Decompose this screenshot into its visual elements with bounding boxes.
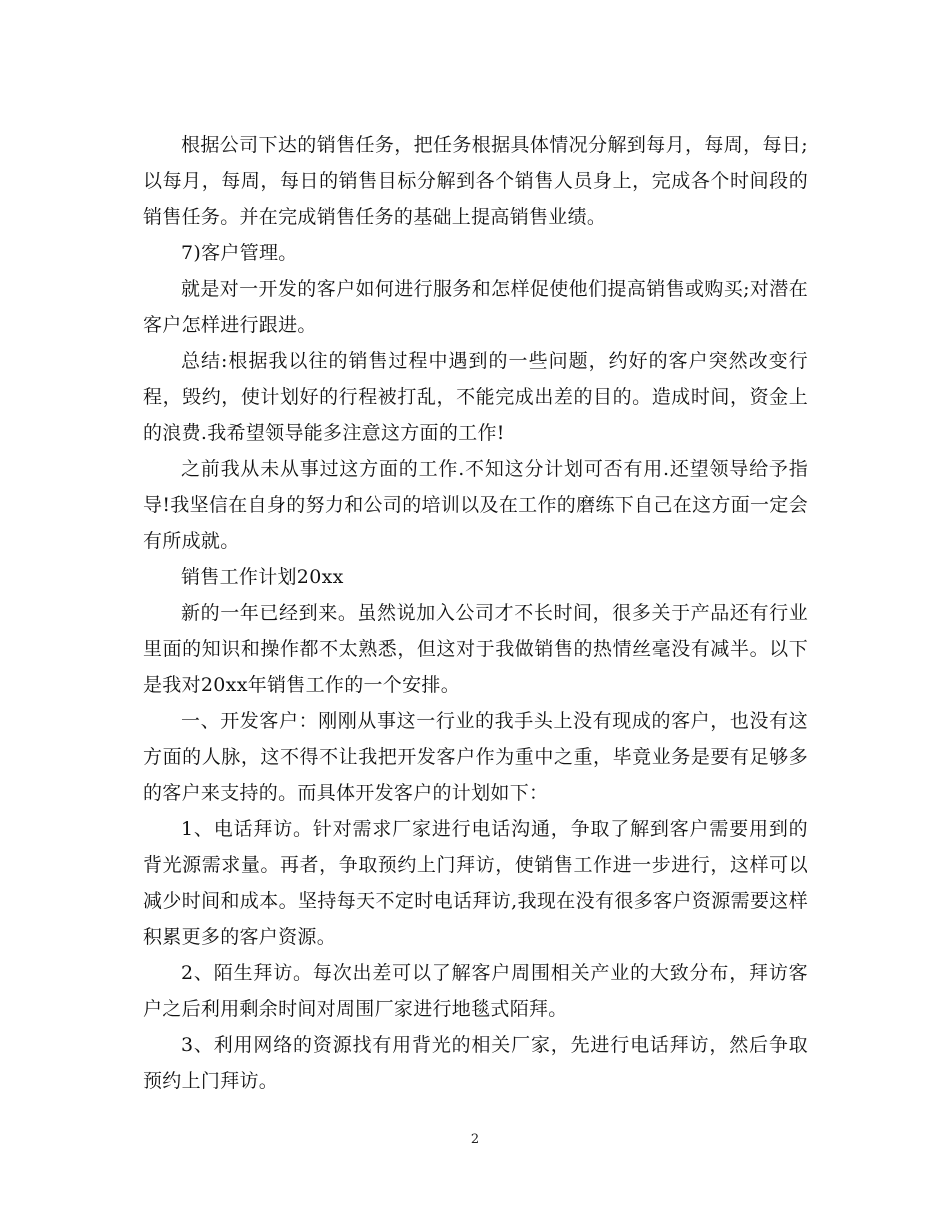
paragraph-summary: 总结:根据我以往的销售过程中遇到的一些问题，约好的客户突然改变行程，毁约，使计划好的行程被打乱，不能完成出差的目的。造成时间，资金上的浪费.我希望领导能多注意这方面的工作! <box>143 350 808 444</box>
paragraph-customer-management-heading: 7)客户管理。 <box>181 242 298 264</box>
paragraph-network-resources: 3、利用网络的资源找有用背光的相关厂家，先进行电话拜访，然后争取预约上门拜访。 <box>143 1034 808 1092</box>
section-title-sales-plan: 销售工作计划20xx <box>181 566 344 588</box>
paragraph-cold-visits: 2、陌生拜访。每次出差可以了解客户周围相关产业的大致分布，拜访客户之后利用剩余时间对周围厂家进行地毯式陌拜。 <box>143 962 808 1020</box>
paragraph-develop-customers: 一、开发客户：刚刚从事这一行业的我手头上没有现成的客户，也没有这方面的人脉，这不得不让我把开发客户作为重中之重，毕竟业务是要有足够多的客户来支持的。而具体开发客户的计划如下： <box>143 710 808 804</box>
page-number: 2 <box>470 1132 480 1147</box>
paragraph-sales-task-breakdown: 根据公司下达的销售任务，把任务根据具体情况分解到每月，每周，每日;以每月，每周，每日的销售目标分解到各个销售人员身上，完成各个时间段的销售任务。并在完成销售任务的基础上提高销售业绩。 <box>143 134 808 228</box>
paragraph-phone-visits: 1、电话拜访。针对需求厂家进行电话沟通，争取了解到客户需要用到的背光源需求量。再者，争取预约上门拜访，使销售工作进一步进行，这样可以减少时间和成本。坚持每天不定时电话拜访,我现在没有很多客户资源需要这样积累更多的客户资源。 <box>143 818 808 948</box>
paragraph-closing-remarks: 之前我从未从事过这方面的工作.不知这分计划可否有用.还望领导给予指导!我坚信在自身的努力和公司的培训以及在工作的磨练下自己在这方面一定会有所成就。 <box>143 458 808 552</box>
document-body <box>143 127 808 1099</box>
paragraph-customer-management: 就是对一开发的客户如何进行服务和怎样促使他们提高销售或购买;对潜在客户怎样进行跟进。 <box>143 278 808 336</box>
paragraph-new-year-intro: 新的一年已经到来。虽然说加入公司才不长时间，很多关于产品还有行业里面的知识和操作都不太熟悉，但这对于我做销售的热情丝毫没有减半。以下是我对20xx年销售工作的一个安排。 <box>143 602 808 696</box>
